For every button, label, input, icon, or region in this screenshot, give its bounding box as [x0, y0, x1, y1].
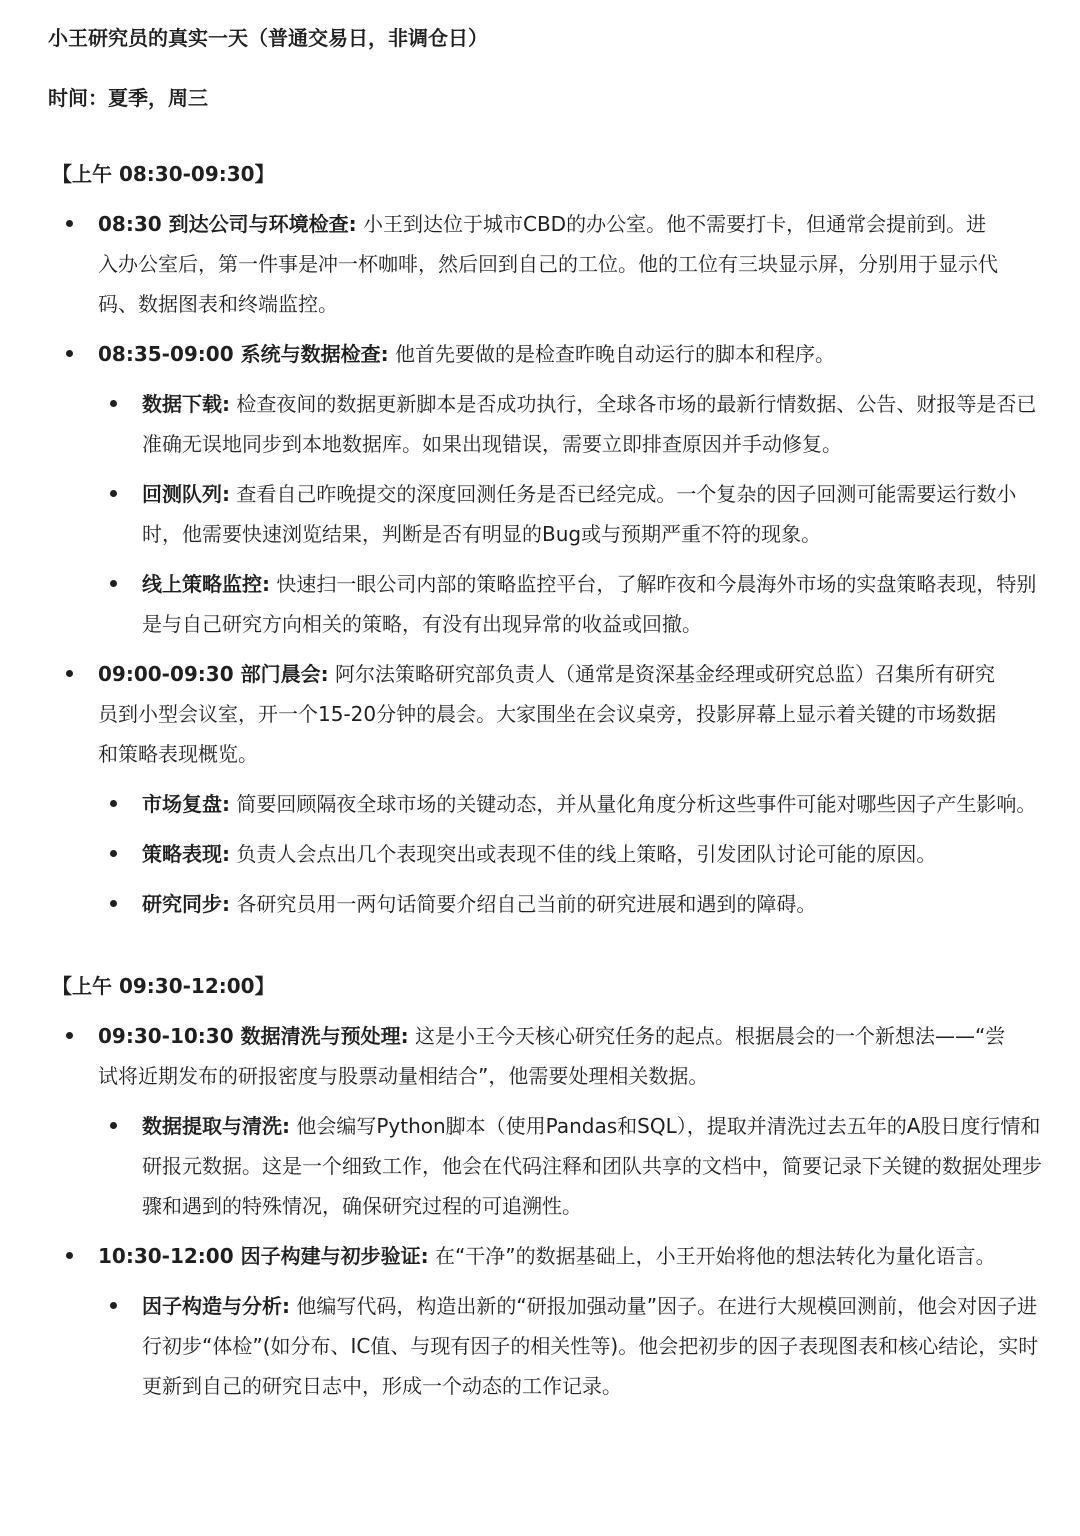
sub-item-lead: 数据下载:: [142, 392, 230, 416]
sub-item-lead: 研究同步:: [142, 892, 230, 916]
list-item: [48, 654, 1056, 924]
list-item: [48, 1016, 1056, 1226]
bullet-icon: [110, 580, 117, 587]
sub-item-text: 检查夜间的数据更新脚本是否成功执行，全球各市场的最新行情数据、公告、财报等是否已准确无误地同步到本地数据库。如果出现错误，需要立即排查原因并手动修复。: [142, 392, 1037, 456]
item-text: 阿尔法策略研究部负责人（通常是资深基金经理或研究总监）召集所有研究员到小型会议室，开一个15-20分钟的晨会。大家围坐在会议桌旁，投影屏幕上显示着关键的市场数据和策略表现概览。: [98, 662, 997, 766]
item-text: 小王到达位于城市CBD的办公室。他不需要打卡，但通常会提前到。进入办公室后，第一件事是冲一杯咖啡，然后回到自己的工位。他的工位有三块显示屏，分别用于显示代码、数据图表和终端监控。: [98, 212, 998, 316]
sub-item-lead: 策略表现:: [142, 842, 230, 866]
sub-list-item: [48, 384, 1056, 464]
sub-list: [48, 1106, 1056, 1226]
sub-list: [48, 384, 1056, 644]
section-2-list: [48, 1016, 1056, 1406]
sub-list-item: [48, 564, 1056, 644]
sub-item-text: 简要回顾隔夜全球市场的关键动态，并从量化角度分析这些事件可能对哪些因子产生影响。: [230, 792, 1037, 816]
bullet-icon: [66, 1252, 73, 1259]
bullet-icon: [110, 850, 117, 857]
sub-list-item: [48, 784, 1056, 824]
sub-item-lead: 线上策略监控:: [142, 572, 270, 596]
item-text: 他首先要做的是检查昨晚自动运行的脚本和程序。: [388, 342, 835, 366]
bullet-icon: [110, 900, 117, 907]
bullet-icon: [66, 1032, 73, 1039]
list-item: [48, 1236, 1056, 1406]
sub-list-item: [48, 1286, 1056, 1406]
sub-list-item: [48, 884, 1056, 924]
sub-item-text: 他会编写Python脚本（使用Pandas和SQL），提取并清洗过去五年的A股日度行情和研报元数据。这是一个细致工作，他会在代码注释和团队共享的文档中，简要记录下关键的数据处理步骤和遇到的特殊情况，确保研究过程的可追溯性。: [142, 1114, 1042, 1218]
sub-list: [48, 784, 1056, 924]
section-heading-morning-1: 【上午 08:30-09:30】: [52, 162, 275, 186]
bullet-icon: [110, 490, 117, 497]
bullet-icon: [110, 1122, 117, 1129]
sub-list-item: [48, 474, 1056, 554]
bullet-icon: [66, 220, 73, 227]
item-lead: 10:30-12:00 因子构建与初步验证:: [98, 1244, 429, 1268]
item-lead: 09:30-10:30 数据清洗与预处理:: [98, 1024, 409, 1048]
sub-item-text: 负责人会点出几个表现突出或表现不佳的线上策略，引发团队讨论可能的原因。: [230, 842, 937, 866]
bullet-icon: [66, 350, 73, 357]
bullet-icon: [66, 670, 73, 677]
item-lead: 08:35-09:00 系统与数据检查:: [98, 342, 389, 366]
bullet-icon: [110, 400, 117, 407]
sub-list-item: [48, 834, 1056, 874]
sub-item-lead: 因子构造与分析:: [142, 1294, 290, 1318]
list-item: [48, 204, 1056, 324]
document-title: 小王研究员的真实一天（普通交易日，非调仓日）: [48, 26, 488, 50]
sub-item-text: 他编写代码，构造出新的“研报加强动量”因子。在进行大规模回测前，他会对因子进行初步“体检”(如分布、IC值、与现有因子的相关性等)。他会把初步的因子表现图表和核心结论，实时更新到自己的研究日志中，形成一个动态的工作记录。: [142, 1294, 1039, 1398]
time-line: 时间：夏季，周三: [48, 86, 208, 110]
bullet-icon: [110, 1302, 117, 1309]
item-text: 这是小王今天核心研究任务的起点。根据晨会的一个新想法——“尝试将近期发布的研报密度与股票动量相结合”，他需要处理相关数据。: [98, 1024, 1006, 1088]
sub-list: [48, 1286, 1056, 1406]
section-1-list: [48, 204, 1056, 924]
list-item: [48, 334, 1056, 644]
sub-list-item: [48, 1106, 1056, 1226]
item-lead: 08:30 到达公司与环境检查:: [98, 212, 357, 236]
sub-item-text: 快速扫一眼公司内部的策略监控平台，了解昨夜和今晨海外市场的实盘策略表现，特别是与自己研究方向相关的策略，有没有出现异常的收益或回撤。: [142, 572, 1037, 636]
sub-item-text: 各研究员用一两句话简要介绍自己当前的研究进展和遇到的障碍。: [230, 892, 817, 916]
sub-item-lead: 市场复盘:: [142, 792, 230, 816]
sub-item-text: 查看自己昨晚提交的深度回测任务是否已经完成。一个复杂的因子回测可能需要运行数小时，他需要快速浏览结果，判断是否有明显的Bug或与预期严重不符的现象。: [142, 482, 1017, 546]
item-lead: 09:00-09:30 部门晨会:: [98, 662, 329, 686]
section-heading-morning-2: 【上午 09:30-12:00】: [52, 974, 275, 998]
sub-item-lead: 数据提取与清洗:: [142, 1114, 290, 1138]
sub-item-lead: 回测队列:: [142, 482, 230, 506]
item-text: 在“干净”的数据基础上，小王开始将他的想法转化为量化语言。: [428, 1244, 996, 1268]
bullet-icon: [110, 800, 117, 807]
